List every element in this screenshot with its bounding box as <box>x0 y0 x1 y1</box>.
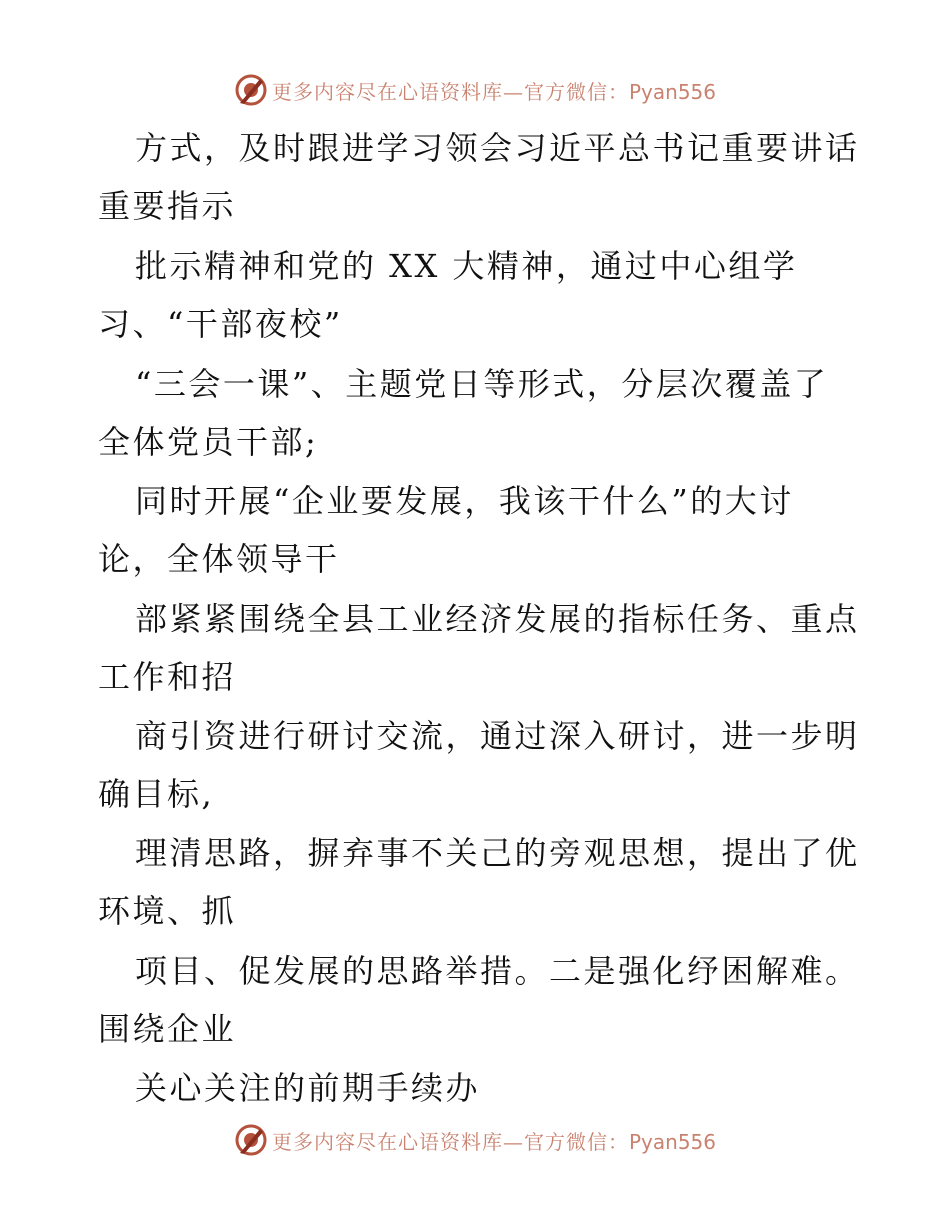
paragraph-line: 围绕企业 <box>98 1010 237 1048</box>
paragraph-line: 方式，及时跟进学习领会习近平总书记重要讲话 <box>135 129 860 167</box>
paragraph-line: 理清思路，摒弃事不关己的旁观思想，提出了优 <box>135 834 860 872</box>
paragraph-line: 论，全体领导干 <box>98 540 340 578</box>
watermark-wechat-id: Pyan556 <box>628 1129 716 1154</box>
paragraph-line: 批示精神和党的 XX 大精神，通过中心组学 <box>135 247 798 285</box>
paragraph-line: 工作和招 <box>98 658 237 696</box>
paragraph-line: 环境、抓 <box>98 892 237 930</box>
header-watermark <box>0 70 950 110</box>
paragraph-line: 商引资进行研讨交流，通过深入研讨，进一步明 <box>135 717 860 755</box>
quill-seal-icon <box>234 73 268 107</box>
paragraph-line: 全体党员干部; <box>98 423 319 461</box>
watermark-text: 更多内容尽在心语资料库—官方微信：Pyan556 <box>271 1129 716 1154</box>
paragraph-line: 项目、促发展的思路举措。二是强化纾困解难。 <box>135 952 860 990</box>
paragraph-line: 同时开展“企业要发展，我该干什么”的大讨 <box>135 482 794 520</box>
paragraph-line: 确目标, <box>98 775 215 813</box>
paragraph-line: 重要指示 <box>98 187 237 225</box>
watermark-text: 更多内容尽在心语资料库—官方微信：Pyan556 <box>271 79 716 104</box>
paragraph-line: “三会一课”、主题党日等形式，分层次覆盖了 <box>135 365 829 403</box>
paragraph-line: 习、“干部夜校” <box>98 305 343 343</box>
quill-seal-icon <box>234 1123 268 1157</box>
paragraph-line: 关心关注的前期手续办 <box>135 1069 481 1107</box>
watermark-wechat-id: Pyan556 <box>628 79 716 104</box>
footer-watermark <box>0 1120 950 1160</box>
paragraph-line: 部紧紧围绕全县工业经济发展的指标任务、重点 <box>135 600 860 638</box>
